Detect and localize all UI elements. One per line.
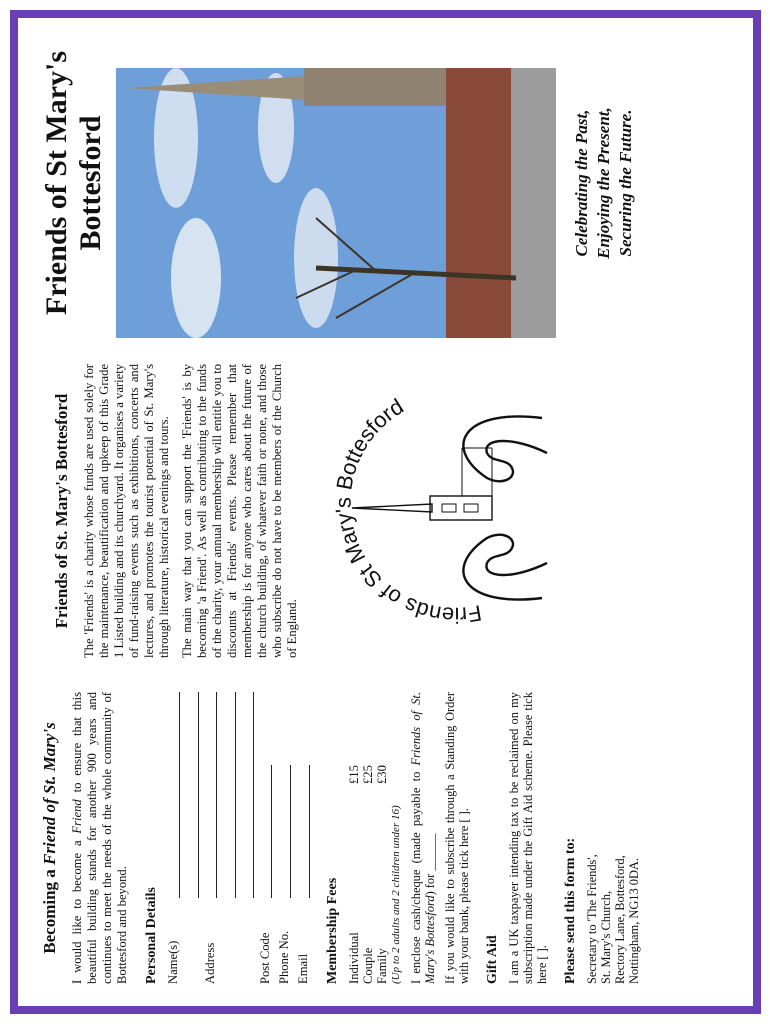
fee-couple[interactable]: Couple £25 — [361, 765, 375, 984]
leaflet-sheet — [18, 18, 753, 1006]
cover-title: Friends of St Mary's Bottesford — [40, 50, 107, 316]
membership-fees-title: Membership Fees — [325, 877, 340, 984]
cover-tagline: Celebrating the Past, Enjoying the Present, Securing the Future. — [572, 107, 635, 259]
about-paragraph-1: The 'Friends' is a charity whose funds are used solely for the maintenance, beautification and upkeep of this Grade 1 Listed building and its churchyard. It organises a variety of fund-raising events such as exhibitions, concerts and lectures, and promotes the tourist potential of St. Mary's through literature, historical evenings and tours. — [82, 364, 171, 658]
name-field-line2[interactable] — [185, 692, 199, 984]
church-photo — [116, 68, 556, 338]
friends-logo — [312, 358, 562, 658]
form-heading: Becoming a Friend of St. Mary's — [40, 722, 59, 954]
send-address: Secretary to 'The Friends', St. Mary's Church, Rectory Lane, Bottesford, Nottingham, NG13 0DA. — [585, 854, 641, 984]
fee-individual[interactable]: Individual £15 — [347, 765, 361, 984]
standing-order-text[interactable]: If you would like to subscribe through a Standing Order with your bank, please tick here [ ]. — [443, 692, 471, 984]
fees-list — [347, 692, 403, 984]
document-frame — [10, 10, 761, 1014]
enclose-text: I enclose cash/cheque (made payable to Friends of St. Mary's Bottesford) for ______ — [409, 692, 437, 984]
about-paragraph-2: The main way that you can support the 'Friends' is by becoming 'a Friend'. As well as contributing to the funds of the charity, your annual membership will entitle you to discounts at Friends' events. Please remember that membership is for anyone who cares about the future of the church building, of whatever faith or none, and those who subscribe do not have to be members of the Church of England. — [180, 364, 299, 658]
cover-panel — [18, 18, 753, 346]
address-field-line2[interactable] — [222, 692, 236, 984]
form-intro: I would like to become a Friend to ensure that this beautiful building stands for another 900 years and continues to meet the needs of the whole community of Bottesford and beyond. — [70, 691, 129, 984]
phone-field[interactable]: Phone No. — [277, 765, 292, 984]
gift-aid-title: Gift Aid — [485, 935, 500, 984]
fee-family[interactable]: Family £30 — [375, 765, 389, 984]
address-field-line3[interactable] — [240, 692, 254, 984]
svg-text:Friends of St Mary's Bottesfor: Friends of St Mary's Bottesford — [330, 393, 484, 628]
postcode-field[interactable]: Post Code — [258, 765, 273, 984]
address-field[interactable]: Address — [203, 692, 218, 984]
send-form-title: Please send this form to: — [563, 837, 578, 984]
gift-aid-text[interactable]: I am a UK taxpayer intending tax to be reclaimed on my subscription made under the Gift Aid scheme. Please tick here [ ]. — [507, 692, 549, 984]
personal-details-title: Personal Details — [144, 887, 159, 984]
email-field[interactable]: Email — [296, 765, 311, 984]
membership-form-panel — [18, 676, 753, 1006]
about-panel — [18, 346, 753, 676]
about-heading: Friends of St. Mary's Bottesford — [52, 393, 71, 629]
family-note: (Up to 2 adults and 2 children under 16) — [390, 805, 402, 984]
name-field[interactable]: Name(s) — [166, 692, 181, 984]
